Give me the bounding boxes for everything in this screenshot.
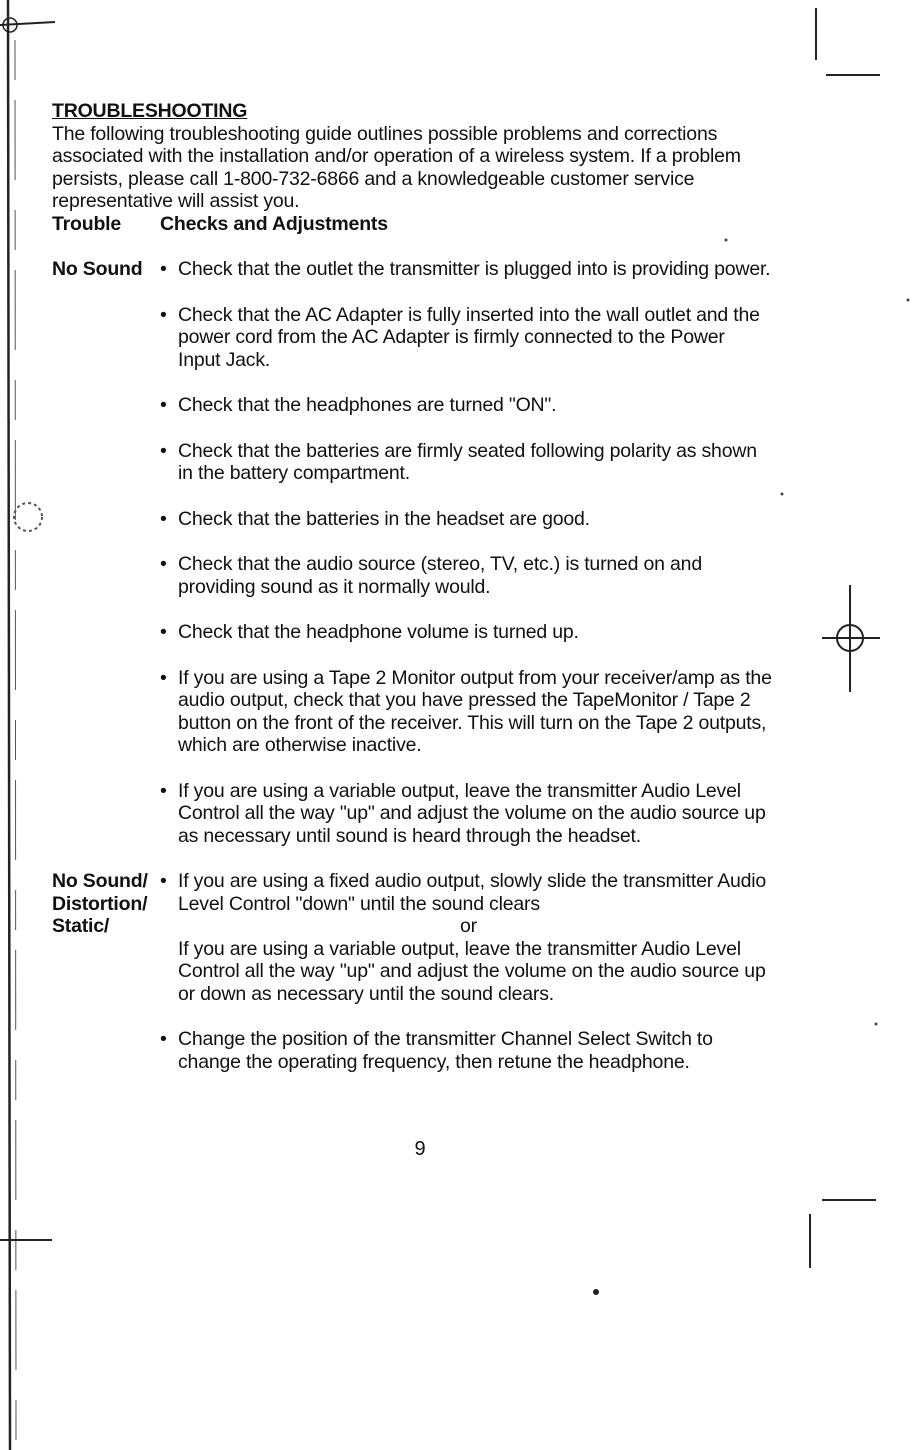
item-text: If you are using a variable output, leave the transmitter Audio Level Control all the way "up" and adjust the volume on the audio source up as necessary until sound is heard through the headset.: [178, 779, 766, 847]
section-items-distortion-static: [158, 870, 772, 1073]
list-item: [158, 440, 772, 485]
item-text: Check that the AC Adapter is fully inserted into the wall outlet and the power cord from the AC Adapter is firmly connected to the Power Input Jack.: [178, 303, 760, 371]
section-label-no-sound: No Sound: [52, 258, 143, 280]
list-item: [158, 667, 772, 757]
list-item: [158, 394, 772, 417]
item-text-variable: If you are using a variable output, leave the transmitter Audio Level Control all the way "up" and adjust the volume on the audio source up or down as necessary until the sound clears.: [178, 937, 766, 1005]
bullet-icon: •: [160, 303, 167, 326]
item-text: If you are using a Tape 2 Monitor output from your receiver/amp as the audio output, check that you have pressed the TapeMonitor / Tape 2 button on the front of the receiver. This will turn on the Tape 2 outputs, which are otherwise inactive.: [178, 666, 772, 756]
or-separator: or: [460, 915, 477, 937]
bullet-icon: •: [160, 553, 167, 575]
header-checks: Checks and Adjustments: [160, 212, 388, 235]
section-no-sound: [52, 258, 772, 847]
item-text: Check that the batteries are firmly seated following polarity as shown in the battery compartment.: [178, 439, 757, 484]
item-text-fixed: If you are using a fixed audio output, slowly slide the transmitter Audio Level Control "down" until the sound clears: [178, 870, 767, 915]
list-item: [158, 553, 772, 598]
bullet-icon: •: [160, 439, 167, 462]
header-trouble: Trouble: [52, 212, 122, 235]
item-text-channel: Change the position of the transmitter Channel Select Switch to change the operating frequency, then retune the headphone.: [178, 1028, 713, 1073]
item-text: Check that the headphones are turned "ON".: [178, 394, 557, 416]
label-line: Distortion/: [52, 892, 148, 915]
list-item: [158, 508, 772, 531]
list-item: [158, 621, 772, 644]
list-item: [158, 780, 772, 848]
bullet-icon: •: [160, 1028, 167, 1050]
bullet-icon: •: [160, 507, 167, 530]
item-text: Check that the outlet the transmitter is plugged into is providing power.: [178, 258, 771, 280]
list-item: [158, 1028, 772, 1073]
list-item: [158, 258, 772, 281]
bullet-icon: •: [160, 666, 167, 689]
bullet-icon: •: [160, 258, 167, 280]
item-text: Check that the batteries in the headset are good.: [178, 507, 590, 530]
section-items-no-sound: [158, 258, 772, 847]
page-number: 9: [414, 1138, 426, 1160]
bullet-icon: •: [160, 621, 167, 643]
label-line: No Sound/: [52, 870, 148, 892]
bullet-icon: •: [160, 870, 167, 892]
page-title: TROUBLESHOOTING: [52, 100, 248, 122]
table-header: [52, 213, 772, 236]
troubleshooting-content: [52, 100, 772, 1073]
item-text: Check that the headphone volume is turned up.: [178, 621, 579, 643]
list-item: [158, 870, 772, 1005]
item-text-group: [178, 870, 772, 1005]
label-line: Static/: [52, 915, 110, 937]
item-text: Check that the audio source (stereo, TV, etc.) is turned on and providing sound as it normally would.: [178, 553, 702, 598]
section-label-distortion-static: [52, 870, 158, 1073]
bullet-icon: •: [160, 394, 167, 416]
intro-paragraph: The following troubleshooting guide outlines possible problems and corrections associated with the installation and/or operation of a wireless system. If a problem persists, please call 1-800-732-6866 and a knowledgeable customer service representative will assist you.: [52, 122, 741, 212]
bullet-icon: •: [160, 779, 167, 802]
list-item: [158, 304, 772, 372]
section-distortion-static: [52, 870, 772, 1073]
